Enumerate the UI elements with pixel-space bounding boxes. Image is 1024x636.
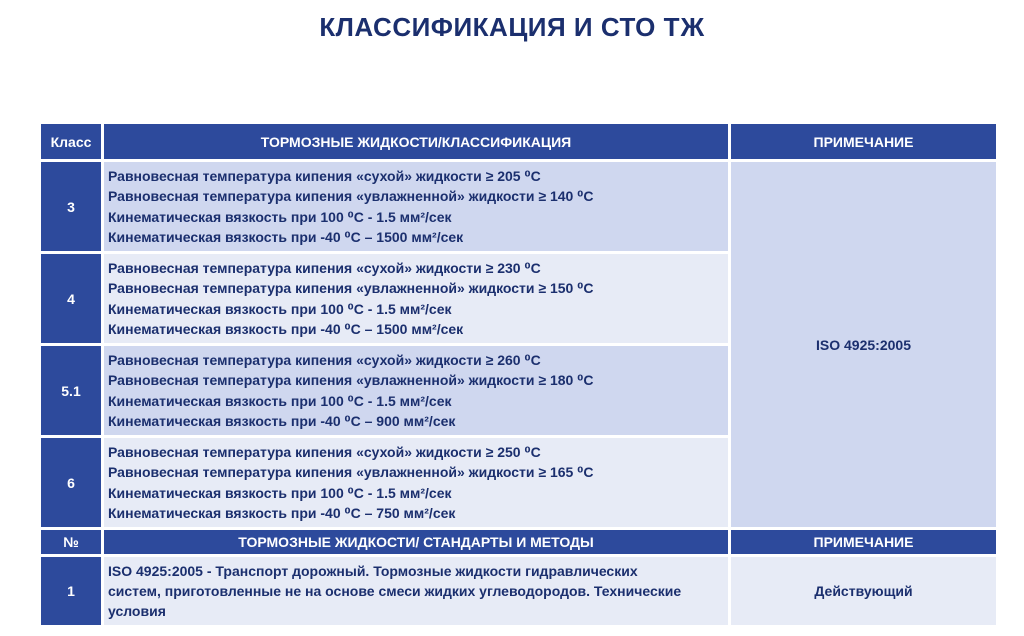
- desc-line: условия: [108, 603, 166, 619]
- desc-line: Кинематическая вязкость при -40 ⁰С – 1500 мм²/сек: [108, 229, 464, 245]
- classification-desc: [104, 162, 728, 251]
- note-cell: ISO 4925:2005: [731, 162, 996, 527]
- status-cell: Действующий: [731, 557, 996, 625]
- desc-line: Кинематическая вязкость при -40 ⁰С – 900 мм²/сек: [108, 413, 456, 429]
- desc-line: Кинематическая вязкость при -40 ⁰С – 750 мм²/сек: [108, 505, 456, 521]
- header-class: Класс: [41, 124, 101, 159]
- standard-desc: [104, 557, 728, 625]
- header-standards: ТОРМОЗНЫЕ ЖИДКОСТИ/ СТАНДАРТЫ И МЕТОДЫ: [104, 530, 728, 554]
- desc-line: Кинематическая вязкость при 100 ⁰С - 1.5 мм²/сек: [108, 484, 452, 501]
- table1-header-row: [41, 124, 996, 159]
- desc-line: Равновесная температура кипения «увлажненной» жидкости ≥ 150 ⁰С: [108, 280, 594, 296]
- page-title: КЛАССИФИКАЦИЯ И СТО ТЖ: [319, 12, 705, 42]
- desc-line: Равновесная температура кипения «увлажненной» жидкости ≥ 165 ⁰С: [108, 464, 594, 480]
- desc-line: систем, приготовленные не на основе смеси жидких углеводородов. Технические: [108, 583, 682, 599]
- table-row: [41, 557, 996, 625]
- classification-desc: [104, 438, 728, 527]
- classification-table: [38, 121, 999, 628]
- classification-desc: [104, 346, 728, 435]
- desc-line: ISO 4925:2005 - Транспорт дорожный. Тормозные жидкости гидравлических: [108, 563, 638, 579]
- desc-line: Равновесная температура кипения «сухой» жидкости ≥ 230 ⁰С: [108, 259, 541, 276]
- desc-line: Кинематическая вязкость при 100 ⁰С - 1.5 мм²/сек: [108, 300, 452, 317]
- desc-line: Кинематическая вязкость при 100 ⁰С - 1.5 мм²/сек: [108, 208, 452, 225]
- desc-line: Кинематическая вязкость при 100 ⁰С - 1.5 мм²/сек: [108, 392, 452, 409]
- header-note: ПРИМЕЧАНИЕ: [731, 124, 996, 159]
- header-classification: ТОРМОЗНЫЕ ЖИДКОСТИ/КЛАССИФИКАЦИЯ: [104, 124, 728, 159]
- class-cell: 6: [41, 438, 101, 527]
- class-cell: 4: [41, 254, 101, 343]
- desc-line: Равновесная температура кипения «увлажненной» жидкости ≥ 140 ⁰С: [108, 188, 594, 204]
- desc-line: Равновесная температура кипения «сухой» жидкости ≥ 260 ⁰С: [108, 351, 541, 368]
- table2-header-row: [41, 530, 996, 554]
- header-note: ПРИМЕЧАНИЕ: [731, 530, 996, 554]
- class-cell: 3: [41, 162, 101, 251]
- desc-line: Кинематическая вязкость при -40 ⁰С – 1500 мм²/сек: [108, 321, 464, 337]
- header-num: №: [41, 530, 101, 554]
- class-cell: 5.1: [41, 346, 101, 435]
- num-cell: 1: [41, 557, 101, 625]
- desc-line: Равновесная температура кипения «увлажненной» жидкости ≥ 180 ⁰С: [108, 372, 594, 388]
- desc-line: Равновесная температура кипения «сухой» жидкости ≥ 250 ⁰С: [108, 443, 541, 460]
- table-row: [41, 162, 996, 251]
- desc-line: Равновесная температура кипения «сухой» жидкости ≥ 205 ⁰С: [108, 167, 541, 184]
- classification-desc: [104, 254, 728, 343]
